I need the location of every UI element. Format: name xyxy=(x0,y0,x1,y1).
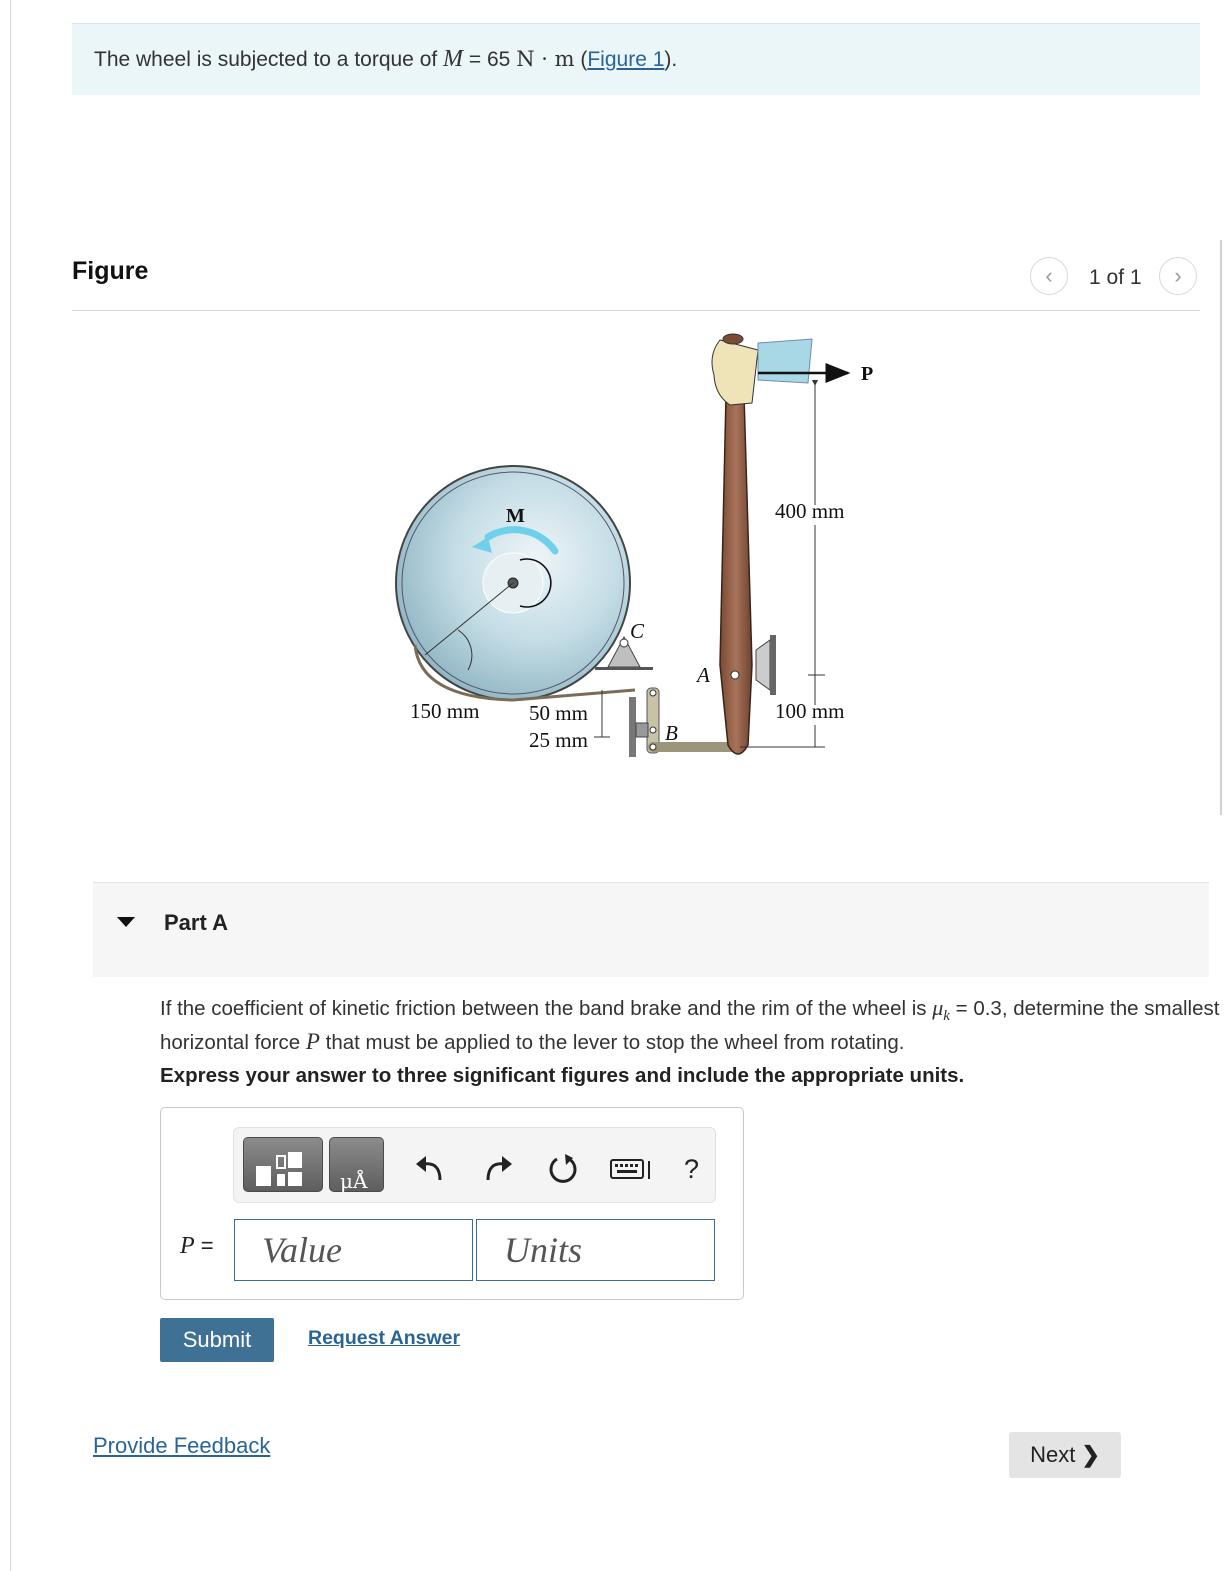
label-c: C xyxy=(630,619,645,643)
chevron-right-icon: ❯ xyxy=(1081,1442,1100,1467)
figure-pager: 1 of 1 xyxy=(1089,266,1142,289)
units-icon xyxy=(330,1138,385,1193)
label-25mm: 25 mm xyxy=(529,728,588,752)
problem-prefix: The wheel is subjected to a torque of xyxy=(94,48,444,71)
wheel xyxy=(396,466,630,700)
part-a-header[interactable] xyxy=(93,882,1209,977)
question-text xyxy=(160,995,1220,1056)
mu-symbol: μ xyxy=(932,995,944,1020)
page-left-border xyxy=(10,0,11,1571)
torque-value: = 65 xyxy=(463,48,517,71)
previous-figure-button[interactable] xyxy=(1030,257,1068,295)
question-prefix: If the coefficient of kinetic friction between the band brake and the rim of the wheel is xyxy=(160,997,933,1020)
chevron-left-icon: ‹ xyxy=(1045,263,1053,288)
templates-button[interactable] xyxy=(243,1137,323,1192)
collapse-caret-icon[interactable] xyxy=(117,917,135,927)
answer-variable: P xyxy=(180,1233,195,1259)
problem-statement xyxy=(94,46,677,73)
mu-subscript: k xyxy=(943,1008,950,1025)
provide-feedback-link[interactable]: Provide Feedback xyxy=(93,1433,271,1458)
answer-box xyxy=(160,1107,744,1300)
linkage-b xyxy=(629,688,738,757)
next-label: Next xyxy=(1030,1442,1076,1467)
band-brake-figure xyxy=(380,325,880,775)
problem-statement-box xyxy=(72,23,1200,95)
units-input[interactable] xyxy=(476,1219,715,1281)
figure-divider xyxy=(72,310,1200,311)
request-answer-link[interactable]: Request Answer xyxy=(308,1327,461,1349)
part-title: Part A xyxy=(164,910,228,935)
label-b: B xyxy=(665,721,678,745)
next-figure-button[interactable] xyxy=(1159,257,1197,295)
chevron-right-icon: › xyxy=(1174,263,1182,288)
label-100mm: 100 mm xyxy=(775,699,845,723)
undo-icon[interactable] xyxy=(414,1152,448,1186)
math-toolbar xyxy=(233,1127,716,1203)
answer-label xyxy=(180,1233,214,1260)
templates-icon xyxy=(244,1138,324,1193)
units-button[interactable] xyxy=(329,1137,384,1192)
force-variable: P xyxy=(305,1029,320,1055)
redo-icon[interactable] xyxy=(480,1152,514,1186)
label-400mm: 400 mm xyxy=(775,499,845,523)
scrollbar[interactable] xyxy=(1220,240,1222,815)
label-p: P xyxy=(861,363,874,385)
open-paren: ( xyxy=(574,48,588,71)
torque-unit: N · m xyxy=(516,47,575,71)
label-50mm: 50 mm xyxy=(529,701,588,725)
figure-title: Figure xyxy=(72,257,149,285)
problem-suffix: ). xyxy=(664,48,678,71)
keyboard-icon[interactable] xyxy=(608,1152,656,1186)
torque-variable: M xyxy=(443,46,464,72)
help-button[interactable]: ? xyxy=(684,1154,700,1184)
label-a: A xyxy=(697,663,710,687)
answer-instruction: Express your answer to three significant figures and include the appropriate units. xyxy=(160,1064,965,1087)
next-button[interactable] xyxy=(1009,1432,1121,1478)
value-input[interactable] xyxy=(234,1219,473,1281)
submit-button[interactable]: Submit xyxy=(160,1318,274,1362)
label-150mm: 150 mm xyxy=(410,699,480,723)
svg-text:μÅ: μÅ xyxy=(340,1169,368,1193)
question-suffix: that must be applied to the lever to stop the wheel from rotating. xyxy=(319,1031,905,1055)
figure-link[interactable]: Figure 1 xyxy=(587,48,665,71)
reset-icon[interactable] xyxy=(546,1152,580,1186)
lever xyxy=(712,334,812,754)
answer-equals: = xyxy=(194,1233,214,1258)
label-m: M xyxy=(506,505,525,527)
question-mid: = 0.3, determine the smallest horizontal force xyxy=(160,997,1220,1055)
